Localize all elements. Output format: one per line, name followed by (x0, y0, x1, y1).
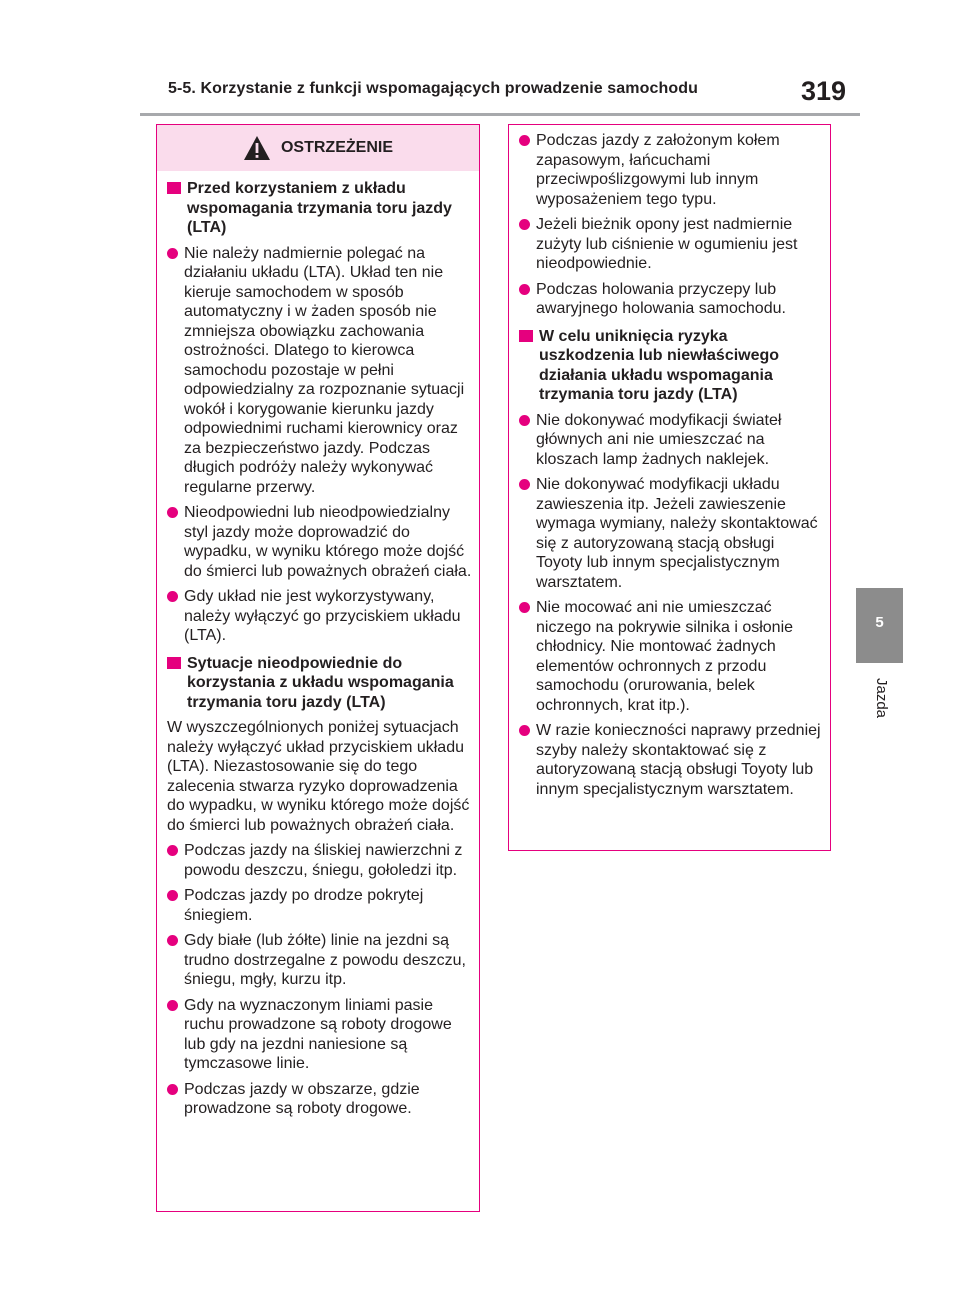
bullet-dot-icon (167, 1080, 184, 1091)
bullet-dot-icon (519, 411, 536, 422)
list-item: Nie należy nadmiernie polegać na działaniu układu (LTA). Układ ten nie kieruje samochodem w sposób automatyczny i w żaden sposób nie zmniejsza obowiązku zachowania ostrożności. Dlatego to kierowca samochodu pozostaje w pełni odpowiedzialny za rozpoznanie sytuacji wokół i korygowanie kierunku jazdy odpowiednimi ruchami kierownicy oraz za bezpieczeństwo jazdy. Podczas długich podróży należy wykonywać regularne przerwy. (167, 244, 473, 498)
warning-triangle-icon (243, 135, 271, 161)
list-item: Gdy na wyznaczonym liniami pasie ruchu prowadzone są roboty drogowe lub gdy na jezdni naniesione są tymczasowe linie. (167, 996, 473, 1074)
list-item: Podczas holowania przyczepy lub awaryjnego holowania samochodu. (519, 280, 824, 319)
square-bullet-icon (167, 657, 181, 669)
list-item: Nie mocować ani nie umieszczać niczego na pokrywie silnika i osłonie chłodnicy. Nie montować żadnych elementów ochronnych z przodu samochodu (orurowania, belek ochronnych, krat itp.). (519, 598, 824, 715)
warning-content-left (157, 179, 479, 1119)
list-item: Gdy białe (lub żółte) linie na jezdni są trudno dostrzegalne z powodu deszczu, śniegu, mgły, kurzu itp. (167, 931, 473, 990)
square-bullet-icon (519, 330, 533, 342)
list-item: Podczas jazdy po drodze pokrytej śniegiem. (167, 886, 473, 925)
list-item: W razie konieczności naprawy przedniej szyby należy skontaktować się z autoryzowaną stacją obsługi Toyoty lub innym specjalistycznym warsztatem. (519, 721, 824, 799)
list-item: Podczas jazdy z założonym kołem zapasowym, łańcuchami przeciwpoślizgowymi lub innym wyposażeniem tego typu. (519, 131, 824, 209)
bullet-dot-icon (519, 215, 536, 226)
list-item: Nieodpowiedni lub nieodpowiedzialny styl jazdy może doprowadzić do wypadku, w wyniku którego może dojść do śmierci lub poważnych obrażeń ciała. (167, 503, 473, 581)
running-header: 5-5. Korzystanie z funkcji wspomagających prowadzenie samochodu (168, 80, 698, 97)
section-paragraph: W wyszczególnionych poniżej sytuacjach należy wyłączyć układ przyciskiem układu (LTA). Niezastosowanie się do tego zalecenia stwarza ryzyko doprowadzenia do wypadku, w wyniku którego może dojść do śmierci lub poważnych obrażeń ciała. (167, 719, 470, 834)
bullet-dot-icon (167, 886, 184, 897)
bullet-dot-icon (167, 244, 184, 255)
list-item: Gdy układ nie jest wykorzystywany, należy wyłączyć go przyciskiem układu (LTA). (167, 587, 473, 646)
header-rule (140, 113, 860, 116)
bullet-dot-icon (167, 931, 184, 942)
list-item: Nie dokonywać modyfikacji świateł głównych ani nie umieszczać na kloszach lamp żadnych naklejek. (519, 411, 824, 470)
bullet-dot-icon (519, 280, 536, 291)
list-item: Podczas jazdy w obszarze, gdzie prowadzone są roboty drogowe. (167, 1080, 473, 1119)
warning-box-right (508, 124, 831, 851)
chapter-tab-number: 5 (875, 614, 884, 631)
bullet-dot-icon (519, 131, 536, 142)
section-heading-unsuitable-situations: Sytuacje nieodpowiednie do korzystania z układu wspomagania trzymania toru jazdy (LTA) (167, 654, 473, 713)
list-item: Podczas jazdy na śliskiej nawierzchni z powodu deszczu, śniegu, gołoledzi itp. (167, 841, 473, 880)
warning-header (157, 125, 479, 171)
list-item: Nie dokonywać modyfikacji układu zawieszenia itp. Jeżeli zawieszenie wymaga wymiany, należy skontaktować się z autoryzowaną stacją obsługi Toyoty lub innym specjalistycznym warsztatem. (519, 475, 824, 592)
section-heading-avoid-damage: W celu uniknięcia ryzyka uszkodzenia lub niewłaściwego działania układu wspomagania trzymania toru jazdy (LTA) (519, 327, 824, 405)
square-bullet-icon (167, 182, 181, 194)
bullet-dot-icon (167, 503, 184, 514)
bullet-dot-icon (519, 721, 536, 732)
list-item: Jeżeli bieżnik opony jest nadmiernie zużyty lub ciśnienie w ogumieniu jest nieodpowiednie. (519, 215, 824, 274)
chapter-tab-label: Jazda (873, 678, 890, 719)
page-number: 319 (801, 76, 847, 106)
warning-heading: OSTRZEŻENIE (280, 139, 393, 156)
warning-content-right (509, 125, 830, 799)
bullet-dot-icon (519, 598, 536, 609)
bullet-dot-icon (519, 475, 536, 486)
bullet-dot-icon (167, 587, 184, 598)
section-heading-lta-use: Przed korzystaniem z układu wspomagania trzymania toru jazdy (LTA) (167, 179, 473, 238)
bullet-dot-icon (167, 996, 184, 1007)
bullet-dot-icon (167, 841, 184, 852)
warning-box-left (156, 124, 480, 1212)
